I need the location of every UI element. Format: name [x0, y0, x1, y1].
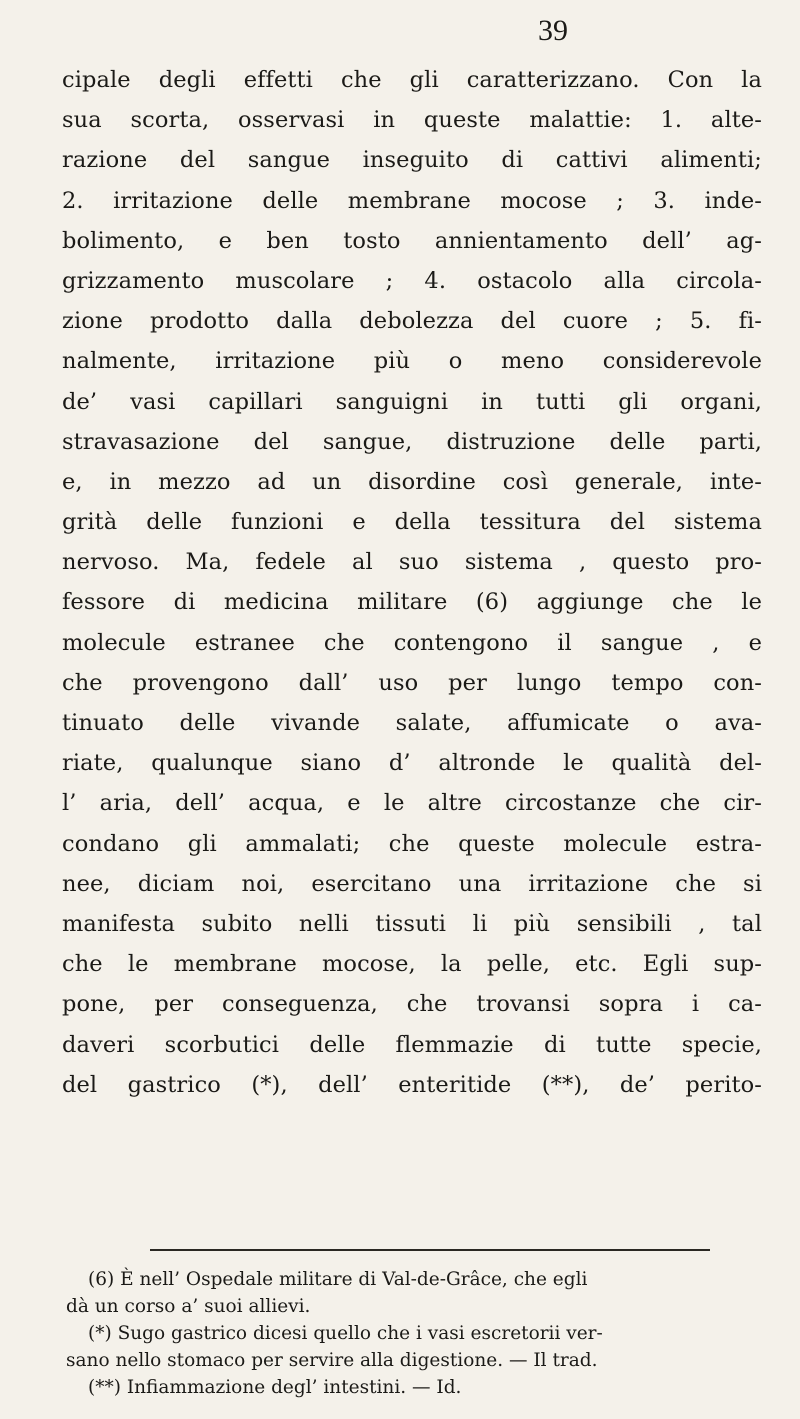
footnote-line: dà un corso a’ suoi allievi. — [66, 1296, 311, 1317]
body-text — [62, 60, 762, 1105]
text-line: grità delle funzioni e della tessitura del sistema — [62, 509, 762, 536]
text-line: del gastrico (*), dell’ enteritide (**), de’ perito- — [62, 1071, 762, 1098]
text-line: condano gli ammalati; che queste molecule estra- — [62, 830, 762, 857]
text-line: e, in mezzo ad un disordine così generale, inte- — [62, 468, 762, 495]
text-line: de’ vasi capillari sanguigni in tutti gli organi, — [62, 388, 762, 415]
text-line: stravasazione del sangue, distruzione delle parti, — [62, 428, 762, 455]
text-line: nee, diciam noi, esercitano una irritazione che si — [62, 870, 762, 897]
text-line: fessore di medicina militare (6) aggiunge che le — [62, 589, 762, 616]
text-line: che le membrane mocose, la pelle, etc. Egli sup- — [62, 951, 762, 978]
text-line: che provengono dall’ uso per lungo tempo con- — [62, 669, 762, 696]
text-line: bolimento, e ben tosto annientamento dell’ ag- — [62, 227, 762, 254]
text-line: nervoso. Ma, fedele al suo sistema , questo pro- — [62, 549, 762, 576]
text-line: cipale degli effetti che gli caratterizzano. Con la — [62, 67, 762, 93]
text-line: molecule estranee che contengono il sangue , e — [62, 629, 762, 656]
text-line: manifesta subito nelli tissuti li più sensibili , tal — [62, 910, 762, 937]
text-line: nalmente, irritazione più o meno considerevole — [62, 348, 762, 375]
text-line: razione del sangue inseguito di cattivi alimenti; — [62, 147, 762, 174]
footnote-line: sano nello stomaco per servire alla digestione. — Il trad. — [66, 1350, 598, 1371]
text-line: grizzamento muscolare ; 4. ostacolo alla circola- — [62, 267, 762, 294]
footnote-line: (6) È nell’ Ospedale militare di Val-de-Grâce, che egli — [88, 1269, 588, 1290]
text-line: l’ aria, dell’ acqua, e le altre circostanze che cir- — [62, 790, 762, 817]
footnote-line: (**) Infiammazione degl’ intestini. — Id. — [88, 1377, 462, 1398]
text-line: zione prodotto dalla debolezza del cuore ; 5. fi- — [62, 308, 762, 335]
text-line: tinuato delle vivande salate, affumicate o ava- — [62, 710, 762, 736]
text-line: daveri scorbutici delle flemmazie di tutte specie, — [62, 1031, 762, 1058]
page-number: 39 — [538, 14, 568, 47]
footnote-divider — [150, 1249, 710, 1251]
text-line: pone, per conseguenza, che trovansi sopra i ca- — [62, 991, 762, 1018]
footnotes — [66, 1266, 760, 1401]
text-line: sua scorta, osservasi in queste malattie: 1. alte- — [62, 107, 762, 134]
footnote-line: (*) Sugo gastrico dicesi quello che i vasi escretorii ver- — [88, 1323, 603, 1344]
text-line: riate, qualunque siano d’ altronde le qualità del- — [62, 750, 762, 777]
text-line: 2. irritazione delle membrane mocose ; 3. inde- — [62, 187, 762, 214]
